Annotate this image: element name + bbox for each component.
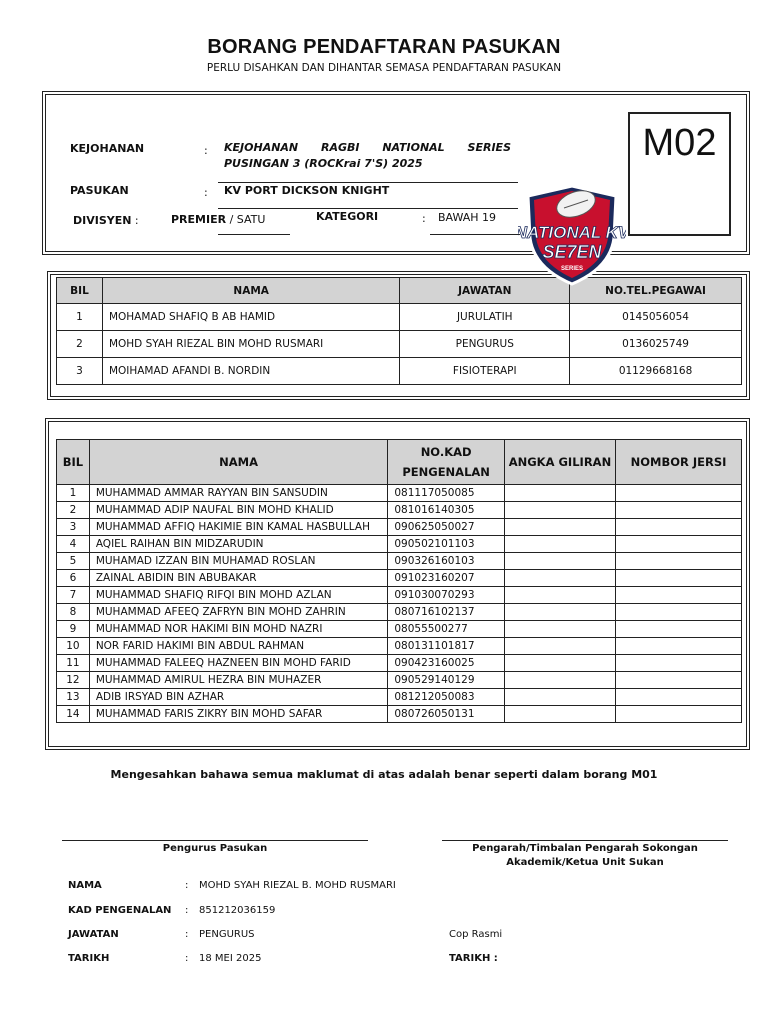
- tarikh-value: 18 MEI 2025: [199, 953, 262, 964]
- cell-nombor-jersi: [616, 587, 742, 604]
- table-row: [57, 604, 742, 621]
- cell-nombor-jersi: [616, 672, 742, 689]
- national-kv-seven-series-logo: [518, 178, 626, 290]
- kategori-underline: [430, 234, 520, 235]
- logo-text-1: NATIONAL KV: [518, 223, 626, 242]
- cell-bil: 1: [57, 304, 103, 331]
- cell-nama: MUHAMMAD AFEEQ ZAFRYN BIN MOHD ZAHRIN: [89, 604, 388, 621]
- cell-telefon: 01129668168: [570, 358, 742, 385]
- cell-kad-pengenalan: 090423160025: [388, 655, 505, 672]
- cell-bil: 10: [57, 638, 90, 655]
- cell-jawatan: JURULATIH: [400, 304, 570, 331]
- cell-kad-pengenalan: 080716102137: [388, 604, 505, 621]
- cell-nombor-jersi: [616, 638, 742, 655]
- cell-nombor-jersi: [616, 655, 742, 672]
- cell-kad-pengenalan: 090625050027: [388, 519, 505, 536]
- cell-bil: 1: [57, 485, 90, 502]
- table-row: [57, 485, 742, 502]
- cell-nama: MUHAMMAD FALEEQ HAZNEEN BIN MOHD FARID: [89, 655, 388, 672]
- kategori-label: KATEGORI: [316, 210, 379, 223]
- cell-telefon: 0145056054: [570, 304, 742, 331]
- table-row: [57, 587, 742, 604]
- kad-pengenalan-value: 851212036159: [199, 905, 276, 916]
- cell-kad-pengenalan: 080726050131: [388, 706, 505, 723]
- cell-bil: 12: [57, 672, 90, 689]
- table-row: [57, 570, 742, 587]
- cell-nombor-jersi: [616, 553, 742, 570]
- signature-line-right: [442, 840, 728, 841]
- pasukan-value: KV PORT DICKSON KNIGHT: [224, 184, 390, 197]
- cell-nama: MOHD SYAH RIEZAL BIN MOHD RUSMARI: [102, 331, 399, 358]
- table-row: [57, 621, 742, 638]
- cell-bil: 3: [57, 519, 90, 536]
- cell-kad-pengenalan: 091030070293: [388, 587, 505, 604]
- cell-angka-giliran: [504, 706, 615, 723]
- signature-label-right-line2: Akademik/Ketua Unit Sukan: [506, 857, 664, 868]
- cell-nama: AQIEL RAIHAN BIN MIDZARUDIN: [89, 536, 388, 553]
- cell-kad-pengenalan: 081117050085: [388, 485, 505, 502]
- cell-kad-pengenalan: 080131101817: [388, 638, 505, 655]
- logo-text-2: SE7EN: [542, 242, 602, 262]
- table-row: [57, 536, 742, 553]
- cell-nombor-jersi: [616, 485, 742, 502]
- cell-bil: 14: [57, 706, 90, 723]
- form-code: M02: [642, 122, 717, 164]
- officials-table: [56, 277, 742, 385]
- cell-bil: 13: [57, 689, 90, 706]
- col-header-telefon: NO.TEL.PEGAWAI: [570, 278, 742, 304]
- cell-nama: MUHAMMAD AMMAR RAYYAN BIN SANSUDIN: [89, 485, 388, 502]
- table-row: [57, 689, 742, 706]
- cell-angka-giliran: [504, 655, 615, 672]
- kejohanan-underline: [218, 182, 518, 183]
- cell-angka-giliran: [504, 587, 615, 604]
- kejohanan-label: KEJOHANAN: [70, 142, 145, 155]
- table-row: [57, 331, 742, 358]
- cell-nama: MUHAMMAD AFFIQ HAKIMIE BIN KAMAL HASBULLAH: [89, 519, 388, 536]
- divisyen-underline: [218, 234, 290, 235]
- col-header-angka-giliran: ANGKA GILIRAN: [504, 440, 615, 485]
- pasukan-underline: [218, 208, 518, 209]
- divisyen-value: PREMIER / SATU: [171, 213, 266, 226]
- cell-kad-pengenalan: 08055500277: [388, 621, 505, 638]
- cell-nama: MOHAMAD SHAFIQ B AB HAMID: [102, 304, 399, 331]
- cell-nombor-jersi: [616, 604, 742, 621]
- signature-line-left: [62, 840, 368, 841]
- cell-angka-giliran: [504, 536, 615, 553]
- nama-label: NAMA: [68, 880, 102, 891]
- pasukan-colon: :: [204, 186, 208, 199]
- cop-rasmi-label: Cop Rasmi: [449, 929, 503, 940]
- cell-nama: MUHAMMAD SHAFIQ RIFQI BIN MOHD AZLAN: [89, 587, 388, 604]
- players-header-row: [57, 440, 742, 485]
- cell-bil: 8: [57, 604, 90, 621]
- cell-angka-giliran: [504, 553, 615, 570]
- signature-label-left: Pengurus Pasukan: [162, 843, 268, 854]
- cell-kad-pengenalan: 090502101103: [388, 536, 505, 553]
- col-header-nama: NAMA: [102, 278, 399, 304]
- cell-angka-giliran: [504, 672, 615, 689]
- cell-angka-giliran: [504, 502, 615, 519]
- cell-nama: ADIB IRSYAD BIN AZHAR: [89, 689, 388, 706]
- tarikh-label: TARIKH: [68, 953, 110, 964]
- cell-nama: MUHAMMAD ADIP NAUFAL BIN MOHD KHALID: [89, 502, 388, 519]
- cell-nombor-jersi: [616, 519, 742, 536]
- cell-bil: 3: [57, 358, 103, 385]
- cell-bil: 5: [57, 553, 90, 570]
- table-row: [57, 304, 742, 331]
- officials-header-row: [57, 278, 742, 304]
- cell-bil: 4: [57, 536, 90, 553]
- kategori-colon: :: [422, 212, 426, 225]
- cell-angka-giliran: [504, 485, 615, 502]
- jawatan-value: PENGURUS: [199, 929, 255, 940]
- table-row: [57, 655, 742, 672]
- cell-telefon: 0136025749: [570, 331, 742, 358]
- col-header-nama: NAMA: [89, 440, 388, 485]
- cell-angka-giliran: [504, 604, 615, 621]
- players-table: [56, 439, 742, 723]
- cell-kad-pengenalan: 081016140305: [388, 502, 505, 519]
- cell-nama: MUHAMAD IZZAN BIN MUHAMAD ROSLAN: [89, 553, 388, 570]
- cell-kad-pengenalan: 081212050083: [388, 689, 505, 706]
- cell-bil: 6: [57, 570, 90, 587]
- table-row: [57, 638, 742, 655]
- kejohanan-value: KEJOHANAN RAGBI NATIONAL SERIES PUSINGAN 3 (ROCKrai 7'S) 2025: [224, 141, 511, 170]
- cell-nama: NOR FARID HAKIMI BIN ABDUL RAHMAN: [89, 638, 388, 655]
- cell-nombor-jersi: [616, 536, 742, 553]
- confirmation-statement: Mengesahkan bahawa semua maklumat di atas adalah benar seperti dalam borang M01: [110, 768, 658, 781]
- table-row: [57, 358, 742, 385]
- cell-angka-giliran: [504, 570, 615, 587]
- col-header-kad-pengenalan: NO.KAD PENGENALAN: [388, 440, 505, 485]
- tarikh-right-label: TARIKH :: [449, 953, 498, 964]
- cell-angka-giliran: [504, 638, 615, 655]
- cell-kad-pengenalan: 091023160207: [388, 570, 505, 587]
- nama-value: MOHD SYAH RIEZAL B. MOHD RUSMARI: [199, 880, 396, 891]
- signature-label-right-line1: Pengarah/Timbalan Pengarah Sokongan: [472, 843, 698, 854]
- form-title: BORANG PENDAFTARAN PASUKAN: [207, 36, 561, 58]
- cell-nama: MUHAMMAD FARIS ZIKRY BIN MOHD SAFAR: [89, 706, 388, 723]
- divisyen-label: DIVISYEN :: [73, 214, 139, 227]
- cell-bil: 7: [57, 587, 90, 604]
- jawatan-label: JAWATAN: [68, 929, 119, 940]
- table-row: [57, 502, 742, 519]
- nama-colon: :: [185, 880, 189, 891]
- cell-nama: MUHAMMAD NOR HAKIMI BIN MOHD NAZRI: [89, 621, 388, 638]
- cell-nombor-jersi: [616, 502, 742, 519]
- cell-nombor-jersi: [616, 706, 742, 723]
- cell-nama: MUHAMMAD AMIRUL HEZRA BIN MUHAZER: [89, 672, 388, 689]
- col-header-bil: BIL: [57, 278, 103, 304]
- col-header-bil: BIL: [57, 440, 90, 485]
- kejohanan-colon: :: [204, 144, 208, 157]
- cell-angka-giliran: [504, 621, 615, 638]
- cell-nama: MOIHAMAD AFANDI B. NORDIN: [102, 358, 399, 385]
- pasukan-label: PASUKAN: [70, 184, 129, 197]
- table-row: [57, 519, 742, 536]
- kad-pengenalan-colon: :: [185, 905, 189, 916]
- table-row: [57, 672, 742, 689]
- cell-bil: 9: [57, 621, 90, 638]
- cell-angka-giliran: [504, 519, 615, 536]
- logo-text-3: SERIES: [560, 266, 584, 272]
- form-subtitle: PERLU DISAHKAN DAN DIHANTAR SEMASA PENDAFTARAN PASUKAN: [206, 62, 562, 74]
- cell-kad-pengenalan: 090529140129: [388, 672, 505, 689]
- table-row: [57, 553, 742, 570]
- cell-bil: 2: [57, 502, 90, 519]
- kad-pengenalan-label: KAD PENGENALAN: [68, 905, 172, 916]
- cell-nombor-jersi: [616, 689, 742, 706]
- cell-angka-giliran: [504, 689, 615, 706]
- table-row: [57, 706, 742, 723]
- cell-jawatan: PENGURUS: [400, 331, 570, 358]
- cell-nama: ZAINAL ABIDIN BIN ABUBAKAR: [89, 570, 388, 587]
- cell-kad-pengenalan: 090326160103: [388, 553, 505, 570]
- signature-label-right: [442, 842, 728, 870]
- jawatan-colon: :: [185, 929, 189, 940]
- form-code-box: [628, 112, 731, 236]
- cell-jawatan: FISIOTERAPI: [400, 358, 570, 385]
- cell-nombor-jersi: [616, 621, 742, 638]
- cell-bil: 11: [57, 655, 90, 672]
- cell-bil: 2: [57, 331, 103, 358]
- kategori-value: BAWAH 19: [438, 211, 497, 224]
- cell-nombor-jersi: [616, 570, 742, 587]
- col-header-nombor-jersi: NOMBOR JERSI: [616, 440, 742, 485]
- col-header-jawatan: JAWATAN: [400, 278, 570, 304]
- tarikh-colon: :: [185, 953, 189, 964]
